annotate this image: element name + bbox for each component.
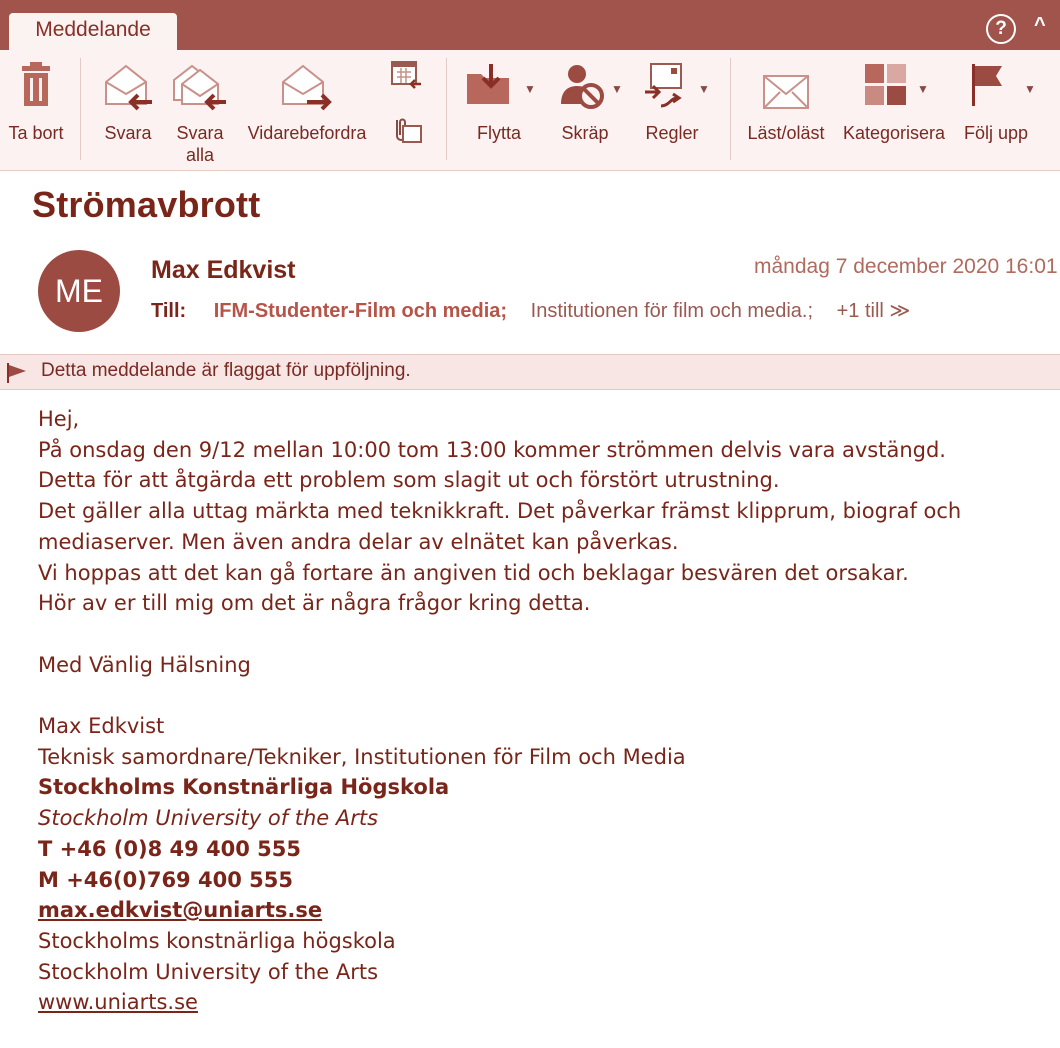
forward-label: Vidarebefordra <box>247 123 367 143</box>
sender-name[interactable]: Max Edkvist <box>151 256 296 284</box>
spacer <box>38 619 1038 650</box>
recipients-row <box>151 298 910 323</box>
junk-dropdown-icon[interactable]: ▼ <box>611 82 623 96</box>
signature-website-link[interactable]: www.uniarts.se <box>38 990 198 1015</box>
attachment-button[interactable] <box>384 108 428 148</box>
spacer <box>38 680 1038 711</box>
meeting-icon <box>389 58 423 92</box>
attachment-icon <box>389 116 423 146</box>
body-closing: Med Vänlig Hälsning <box>38 652 251 677</box>
ribbon-separator <box>730 58 731 160</box>
trash-icon <box>16 62 56 110</box>
forward-icon <box>279 62 335 112</box>
signature-school-sv: Stockholms konstnärliga högskola <box>38 928 396 953</box>
follow-up-label: Följ upp <box>963 123 1029 143</box>
signature-school-en: Stockholm University of the Arts <box>38 959 379 984</box>
delete-label: Ta bort <box>8 123 64 143</box>
follow-up-dropdown-icon[interactable]: ▼ <box>1024 82 1036 96</box>
recipient-ifm-studenter[interactable]: IFM-Studenter-Film och media; <box>213 300 508 322</box>
help-icon[interactable]: ? <box>986 14 1016 44</box>
recipient-institutionen[interactable]: Institutionen för film och media.; <box>530 300 814 322</box>
body-line: Det gäller alla uttag märkta med teknikkraft. Det påverkar främst klipprum, biograf och <box>38 499 962 524</box>
reply-button[interactable] <box>96 50 160 168</box>
rules-dropdown-icon[interactable]: ▼ <box>698 82 710 96</box>
reply-icon <box>102 62 154 112</box>
body-line: mediaserver. Men även andra delar av elnätet kan påverkas. <box>38 529 679 554</box>
body-line: På onsdag den 9/12 mellan 10:00 tom 13:00 kommer strömmen delvis vara avstängd. <box>38 437 946 462</box>
message-body <box>38 404 1038 1018</box>
categories-icon <box>863 62 909 108</box>
to-label: Till: <box>151 300 187 322</box>
move-button[interactable] <box>462 50 536 168</box>
junk-icon <box>557 62 607 112</box>
reply-all-button[interactable] <box>168 50 232 168</box>
junk-label: Skräp <box>561 123 609 143</box>
flag-notice-text: Detta meddelande är flaggat för uppföljning. <box>41 360 411 381</box>
rules-label: Regler <box>645 123 699 143</box>
signature-name: Max Edkvist <box>38 714 165 738</box>
junk-button[interactable] <box>548 50 622 168</box>
more-recipients-link[interactable]: +1 till ≫ <box>836 300 911 322</box>
reply-all-label-line2: alla <box>185 145 215 165</box>
delete-button[interactable] <box>0 50 72 168</box>
follow-up-button[interactable] <box>956 50 1036 168</box>
categorize-dropdown-icon[interactable]: ▼ <box>917 82 929 96</box>
flag-small-icon <box>6 363 28 383</box>
tab-meddelande[interactable]: Meddelande <box>9 13 177 50</box>
move-dropdown-icon[interactable]: ▼ <box>524 82 536 96</box>
categorize-button[interactable] <box>836 50 952 168</box>
meeting-button[interactable] <box>384 50 428 94</box>
body-greeting: Hej, <box>38 407 80 431</box>
signature-school-en-italic: Stockholm University of the Arts <box>38 806 379 831</box>
rules-button[interactable] <box>634 50 710 168</box>
signature-email-link[interactable]: max.edkvist@uniarts.se <box>38 898 323 923</box>
read-unread-button[interactable] <box>740 50 832 168</box>
forward-button[interactable] <box>240 50 374 168</box>
flag-notice-bar <box>0 354 1060 390</box>
message-date: måndag 7 december 2020 16:01 <box>754 255 1058 278</box>
signature-phone-t: T +46 (0)8 49 400 555 <box>38 836 302 861</box>
signature-school-sv-bold: Stockholms Konstnärliga Högskola <box>38 775 450 800</box>
flag-icon <box>968 62 1008 108</box>
collapse-ribbon-icon[interactable]: ^ <box>1034 14 1046 36</box>
reply-label: Svara <box>104 123 152 143</box>
reply-all-icon <box>172 62 228 112</box>
envelope-icon <box>762 72 810 112</box>
read-unread-label: Läst/oläst <box>747 123 825 143</box>
move-folder-icon <box>465 62 515 110</box>
categorize-label: Kategorisera <box>842 123 946 143</box>
ribbon-separator <box>446 58 447 160</box>
title-bar <box>0 0 1060 50</box>
reply-all-label <box>168 122 232 166</box>
rules-icon <box>641 62 691 110</box>
ribbon-separator <box>80 58 81 160</box>
ribbon <box>0 50 1060 171</box>
message-subject: Strömavbrott <box>32 184 261 225</box>
reply-all-label-line1: Svara <box>176 123 224 143</box>
signature-phone-m: M +46(0)769 400 555 <box>38 867 293 892</box>
body-line: Vi hoppas att det kan gå fortare än angiven tid och beklagar besvären det orsakar. <box>38 560 909 585</box>
body-line: Detta för att åtgärda ett problem som slagit ut och förstört utrustning. <box>38 468 780 493</box>
body-line: Hör av er till mig om det är några frågor kring detta. <box>38 591 591 616</box>
move-label: Flytta <box>476 123 521 143</box>
signature-title: Teknisk samordnare/Tekniker, Institutionen för Film och Media <box>38 744 686 769</box>
avatar[interactable]: ME <box>38 250 120 332</box>
